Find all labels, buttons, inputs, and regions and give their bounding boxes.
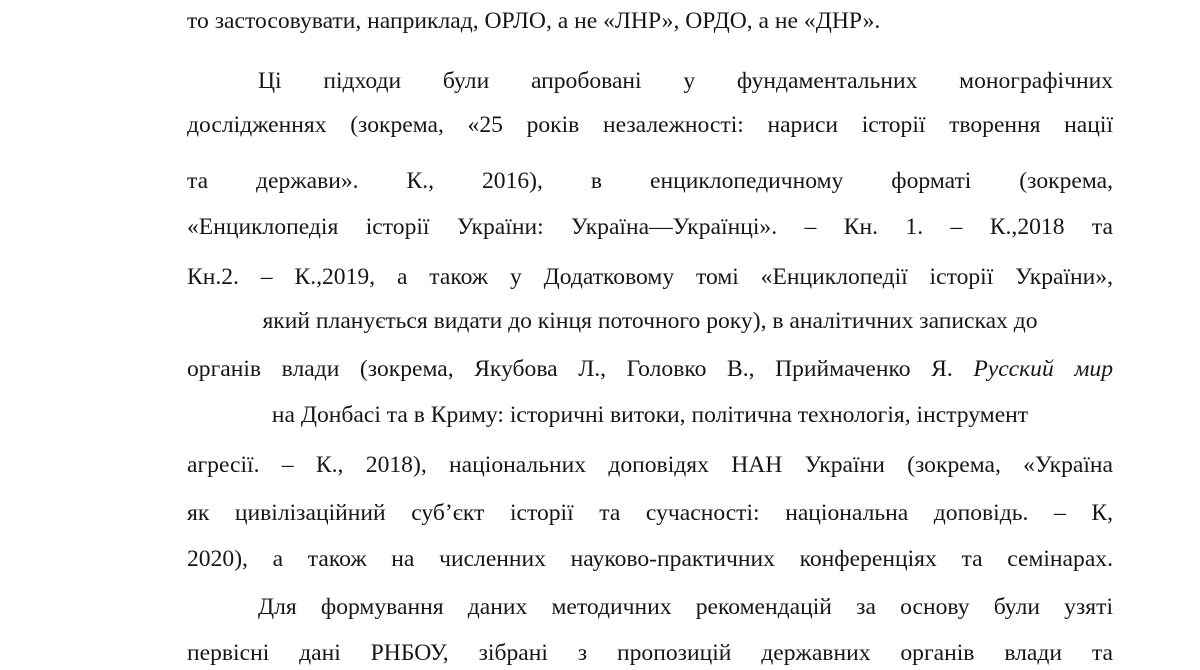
text-line [150, 304, 1150, 338]
text-span: на Донбасі та в Криму: історичні витоки, політична технологія, інструмент [271, 402, 1029, 428]
text-span: як цивілізаційний суб’єкт історії та сучасності: національна доповідь. – К, [187, 500, 1113, 526]
paragraph-first-line [258, 590, 1113, 624]
text-line [187, 164, 1113, 198]
text-span: дослідженнях (зокрема, «25 років незалежності: нариси історії творення нації [187, 112, 1113, 138]
text-span: Для формування даних методичних рекомендацій за основу були узяті [258, 594, 1113, 620]
text-span: який планується видати до кінця поточного року), в аналітичних записках до [262, 308, 1038, 334]
text-line [187, 448, 1113, 482]
text-span: агресії. – К., 2018), національних доповідях НАН України (зокрема, «Україна [187, 452, 1113, 478]
text-line [187, 496, 1113, 530]
text-span: Ці підходи були апробовані у фундаментальних монографічних [258, 68, 1113, 94]
text-line [187, 210, 1113, 244]
text-line [187, 4, 1113, 38]
text-line [187, 108, 1113, 142]
text-line [187, 352, 1113, 386]
italic-title: Русский мир [973, 356, 1113, 382]
text-span: Кн.2. – К.,2019, а також у Додатковому томі «Енциклопедії історії України», [187, 264, 1113, 290]
text-span: «Енциклопедія історії України: Україна—Українці». – Кн. 1. – К.,2018 та [187, 214, 1113, 240]
text-span: то застосовувати, наприклад, ОРЛО, а не «ЛНР», ОРДО, а не «ДНР». [187, 8, 881, 34]
text-span: та держави». К., 2016), в енциклопедичному форматі (зокрема, [187, 168, 1113, 194]
text-span: 2020), а також на численних науково-практичних конференціях та семінарах. [187, 546, 1113, 572]
text-span: первісні дані РНБОУ, зібрані з пропозицій державних органів влади та [187, 640, 1113, 666]
text-line [187, 636, 1113, 670]
text-span: органів влади (зокрема, Якубова Л., Головко В., Приймаченко Я. [187, 356, 953, 382]
paragraph-first-line [258, 64, 1113, 98]
text-line [187, 542, 1113, 576]
text-line [187, 260, 1113, 294]
text-line [150, 398, 1150, 432]
